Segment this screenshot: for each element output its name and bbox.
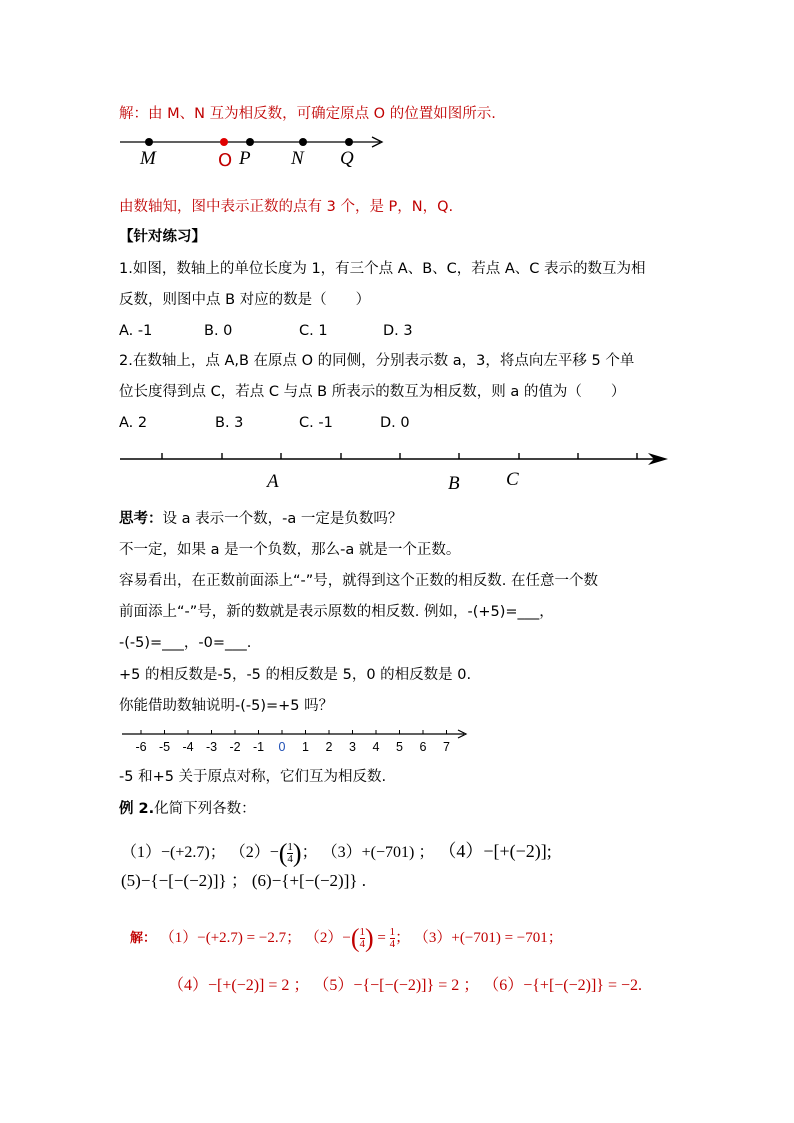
think-question: 设 a 表示一个数，-a 一定是负数吗？: [162, 511, 403, 527]
example2-row1: [121, 838, 552, 866]
label-p: P: [239, 148, 251, 169]
practice-heading: 【针对练习】: [119, 229, 206, 245]
q1-option-d: D. 3: [383, 323, 413, 339]
tick-label: 7: [443, 740, 450, 754]
think-para1-line2: 前面添上“-”号，新的数就是表示原数的相反数. 例如，-(+5)=___，: [119, 604, 554, 620]
problem-2: $(2)-(\frac{1}{4})$；: [229, 838, 318, 868]
label-c: C: [506, 469, 519, 490]
tick-label: 0: [278, 740, 286, 754]
think-ask: 你能借助数轴说明-(-5)=+5 吗？: [119, 698, 334, 714]
q1-line2: 反数，则图中点 B 对应的数是（ ）: [119, 292, 371, 308]
symmetry-text: -5 和+5 关于原点对称，它们互为相反数.: [119, 769, 387, 785]
fraction-answer-right: $\frac{1}{4}$: [389, 926, 396, 951]
point-m: [145, 138, 153, 146]
tick-label: 1: [302, 740, 309, 754]
example2-heading: [119, 800, 256, 818]
q2-option-a: A. 2: [119, 415, 148, 431]
tick-label: 2: [325, 740, 333, 754]
solution-conclusion: 由数轴知，图中表示正数的点有 3 个，是 P，N，Q.: [119, 199, 454, 215]
label-n: N: [291, 148, 304, 169]
tick-label: 4: [372, 740, 380, 754]
think-label: 思考：: [119, 511, 163, 527]
label-m: M: [140, 148, 156, 169]
tick-label: -1: [252, 740, 265, 754]
q1-option-b: B. 0: [204, 323, 233, 339]
q1-line1: 1.如图，数轴上的单位长度为 1，有三个点 A、B、C，若点 A、C 表示的数互为相: [119, 261, 646, 277]
q1-option-a: A. -1: [119, 323, 153, 339]
label-b: B: [448, 473, 460, 494]
label-a: A: [267, 471, 279, 492]
example2-title: 化简下列各数：: [154, 801, 256, 817]
point-n: [299, 138, 307, 146]
answer-6: （6）−{+[−(−2)]} = −2.: [483, 977, 643, 994]
q2-option-d: D. 0: [380, 415, 410, 431]
number-line-mopnq: [118, 130, 390, 174]
q2-line2: 位长度得到点 C，若点 C 与点 B 所表示的数互为相反数，则 a 的值为（ ）: [119, 384, 626, 400]
problem-1: （1）−(+2.7)；: [121, 844, 226, 861]
number-line-integers: [118, 728, 478, 758]
tick-label: -4: [182, 740, 194, 754]
tick-label: -2: [229, 740, 241, 754]
label-q: Q: [340, 148, 354, 169]
q2-line1: 2.在数轴上，点 A,B 在原点 O 的同侧，分别表示数 a，3，将点向左平移 5 个单: [119, 353, 635, 369]
solution-text: 解：由 M、N 互为相反数，可确定原点 O 的位置如图所示.: [119, 106, 496, 122]
answer-1: （1）−(+2.7) = −2.7；: [159, 930, 302, 946]
problem-3: （3）+(−701) ；: [321, 844, 435, 861]
tick-label: -6: [135, 740, 147, 754]
problem-4: （4）−[+(−2)];: [438, 841, 552, 861]
answer-5: （5）−{−[−(−2)]} = 2 ；: [313, 977, 480, 994]
tick-label: 3: [349, 740, 356, 754]
example2-label: 例 2.: [119, 801, 155, 817]
solution2-label: 解：: [130, 931, 157, 946]
point-origin: [220, 138, 228, 146]
answer-4: （4）−[+(−2)] = 2 ；: [168, 977, 310, 994]
think-answer: 不一定，如果 a 是一个负数，那么-a 就是一个正数。: [119, 542, 461, 558]
think-para1-line3: -(-5)=___，-0=___.: [119, 635, 252, 651]
think-line: [119, 510, 402, 528]
problem-6: (6)−{+[−(−2)]} .: [251, 871, 367, 890]
fraction-answer-left: $\frac{1}{4}$: [359, 926, 365, 951]
tick-label: 5: [396, 740, 403, 754]
tick-label: -3: [205, 740, 218, 754]
fraction-quarter: $\frac{1}{4}$: [287, 840, 293, 865]
answer-2: $(2)-(\frac{1}{4}) = \frac{1}{4}$；: [304, 923, 411, 953]
answer-3: （3）+(−701) = −701；: [413, 930, 563, 946]
problem-5: (5)−{−[−(−2)]} ；: [121, 871, 248, 890]
tick-label: 6: [419, 740, 427, 754]
label-origin: O: [218, 150, 233, 171]
solution2-row1: [130, 925, 563, 952]
q1-option-c: C. 1: [299, 323, 328, 339]
point-q: [345, 138, 353, 146]
think-fact: +5 的相反数是-5，-5 的相反数是 5，0 的相反数是 0.: [119, 667, 472, 683]
example2-row2: [121, 872, 366, 891]
tick-label: -5: [158, 740, 171, 754]
point-p: [246, 138, 254, 146]
q2-option-b: B. 3: [215, 415, 244, 431]
q2-option-c: C. -1: [299, 415, 333, 431]
think-para1-line1: 容易看出，在正数前面添上“-”号，就得到这个正数的相反数. 在任意一个数: [119, 573, 598, 589]
solution2-row2: [168, 977, 642, 995]
number-line-abc: [118, 445, 674, 495]
